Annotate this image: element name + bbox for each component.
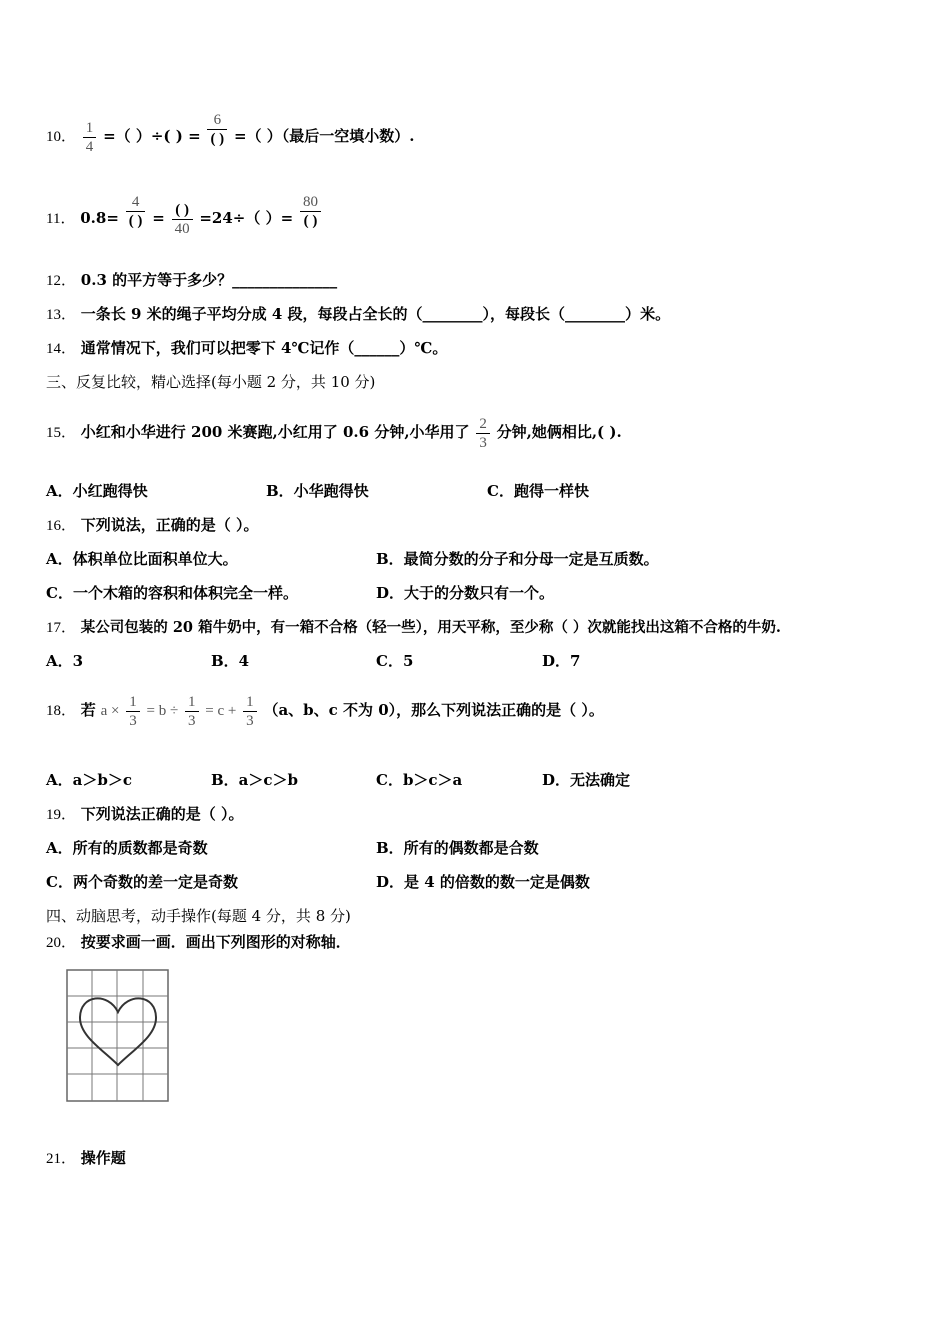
fraction-one-third: $\frac{1}{3}$ — [126, 693, 140, 730]
option-c[interactable]: C．b＞c＞a — [376, 771, 463, 789]
question-18 — [46, 688, 604, 732]
question-text: =（ ）（最后一空填小数）. — [233, 127, 415, 145]
question-text: 操作题 — [80, 1149, 126, 1167]
option-a[interactable]: A．a＞b＞c — [46, 771, 132, 789]
question-text: 分钟,她俩相比,( ). — [496, 423, 622, 441]
section-header-4: 四、动脑思考，动手操作(每题 4 分，共 8 分) — [46, 907, 351, 925]
heart-grid-figure — [63, 966, 173, 1106]
option-a[interactable]: A．体积单位比面积单位大。 — [46, 550, 238, 568]
question-number: 19． — [46, 807, 77, 823]
question-12 — [46, 270, 337, 291]
equation-part: = c + — [205, 703, 237, 719]
option-c[interactable]: C．5 — [376, 652, 414, 670]
question-text: 若 — [80, 701, 96, 719]
question-number: 21． — [46, 1151, 77, 1167]
grid-lines — [67, 970, 168, 1101]
question-text: 0.8= — [80, 209, 119, 227]
option-b[interactable]: B．所有的偶数都是合数 — [376, 839, 539, 857]
fraction-one-third: $\frac{1}{3}$ — [185, 693, 199, 730]
question-number: 20． — [46, 935, 77, 951]
option-b[interactable]: B．4 — [211, 652, 250, 670]
option-a[interactable]: A．小红跑得快 — [46, 482, 148, 500]
option-a[interactable]: A．所有的质数都是奇数 — [46, 839, 208, 857]
question-text: =24÷（ ）= — [199, 209, 294, 227]
option-c[interactable]: C．两个奇数的差一定是奇数 — [46, 873, 238, 891]
question-text: 通常情况下，我们可以把零下 4℃记作（______）℃。 — [80, 339, 448, 357]
question-11 — [46, 193, 323, 240]
question-text: （a、b、c 不为 0），那么下列说法正确的是（ ）。 — [263, 701, 604, 719]
question-text: 小红和小华进行 200 米赛跑,小红用了 0.6 分钟,小华用了 — [80, 423, 470, 441]
option-d[interactable]: D．无法确定 — [542, 771, 631, 789]
question-16 — [46, 515, 259, 536]
option-d[interactable]: D．7 — [542, 652, 581, 670]
question-text: 某公司包装的 20 箱牛奶中，有一箱不合格（轻一些），用天平称，至少称（ ）次就能找出这箱不合格的牛奶. — [80, 619, 781, 636]
question-17 — [46, 617, 781, 638]
question-number: 10． — [46, 129, 77, 145]
question-number: 16． — [46, 518, 77, 534]
fraction-two-thirds: $\frac{2}{3}$ — [476, 415, 490, 452]
heart-shape — [80, 998, 156, 1065]
fraction-one-quarter: $\frac{1}{4}$ — [83, 119, 97, 156]
option-d[interactable]: D．是 4 的倍数的数一定是偶数 — [376, 873, 590, 891]
question-21 — [46, 1148, 126, 1169]
option-c[interactable]: C．跑得一样快 — [487, 482, 589, 500]
fraction-four-over-blank: $\frac{4}{( )}$ — [126, 193, 146, 230]
question-number: 15． — [46, 425, 77, 441]
question-number: 17． — [46, 620, 77, 636]
option-b[interactable]: B．最简分数的分子和分母一定是互质数。 — [376, 550, 659, 568]
question-number: 18． — [46, 703, 77, 719]
question-text: 一条长 9 米的绳子平均分成 4 段，每段占全长的（________），每段长（________）米。 — [80, 305, 671, 323]
question-text: 0.3 的平方等于多少？______________ — [80, 271, 338, 289]
question-number: 13． — [46, 307, 77, 323]
question-14 — [46, 338, 447, 359]
equation-part: a × — [100, 703, 120, 719]
fraction-six-over-blank: $\frac{6}{( )}$ — [207, 111, 227, 148]
option-c[interactable]: C．一个木箱的容积和体积完全一样。 — [46, 584, 298, 602]
option-b[interactable]: B．小华跑得快 — [266, 482, 369, 500]
option-d[interactable]: D．大于的分数只有一个。 — [376, 584, 555, 602]
question-number: 14． — [46, 341, 77, 357]
question-text: =（ ）÷( ) = — [103, 127, 201, 145]
question-19 — [46, 804, 244, 825]
question-text: 按要求画一画．画出下列图形的对称轴． — [80, 933, 351, 951]
fraction-one-third: $\frac{1}{3}$ — [243, 693, 257, 730]
fraction-blank-over-forty: $\frac{( )}{40}$ — [172, 201, 193, 238]
section-header-3: 三、反复比较，精心选择(每小题 2 分，共 10 分) — [46, 373, 376, 391]
option-a[interactable]: A．3 — [46, 652, 84, 670]
fraction-eighty-over-blank: $\frac{80}{( )}$ — [300, 193, 321, 230]
question-text: = — [152, 209, 165, 227]
option-b[interactable]: B．a＞c＞b — [211, 771, 299, 789]
equation-part: = b ÷ — [146, 703, 179, 719]
question-13 — [46, 304, 670, 325]
question-number: 11． — [46, 211, 76, 227]
question-text: 下列说法正确的是（ ）。 — [80, 805, 244, 823]
question-number: 12． — [46, 273, 77, 289]
question-20 — [46, 932, 351, 953]
question-15 — [46, 410, 622, 454]
question-text: 下列说法，正确的是（ ）。 — [80, 516, 259, 534]
question-10 — [46, 111, 415, 158]
